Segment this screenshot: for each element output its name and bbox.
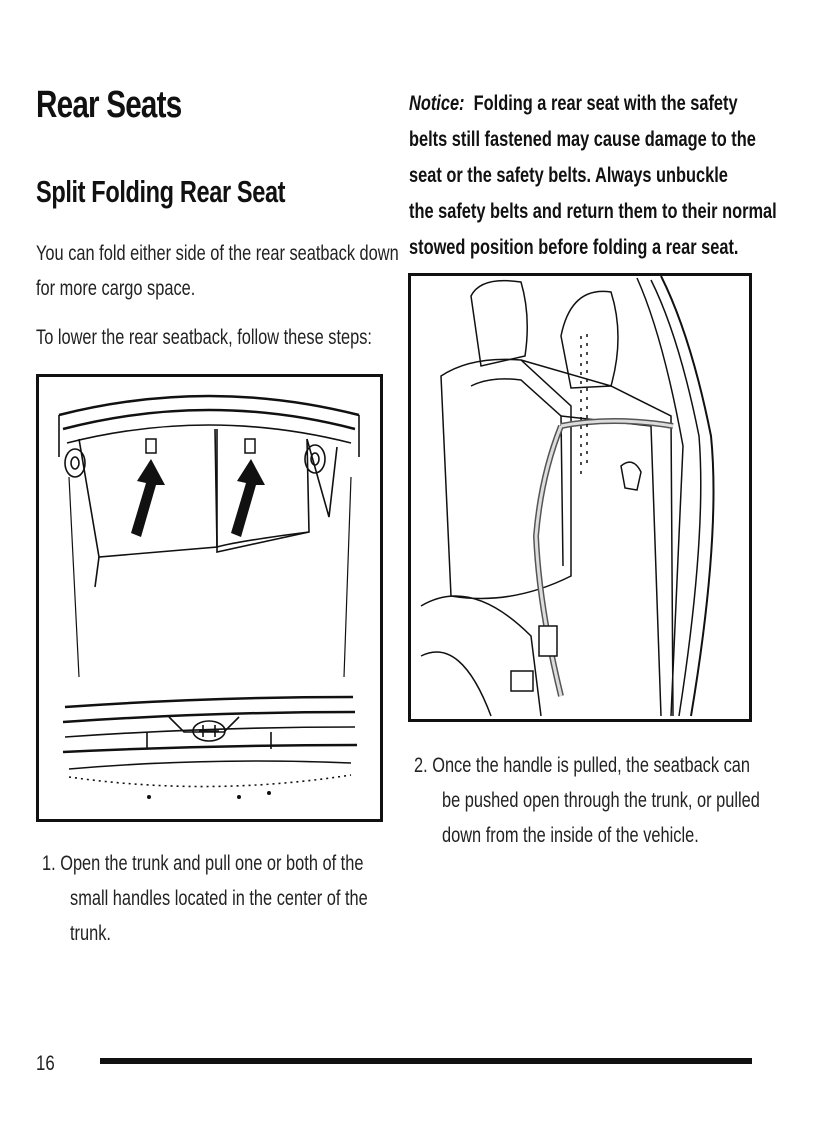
intro-line-3: To lower the rear seatback, follow these steps: [36,326,372,349]
notice-line-2: belts still fastened may cause damage to the [409,128,756,151]
step-1-line-3: trunk. [70,922,111,945]
notice-line-5: stowed position before folding a rear seat. [409,236,739,259]
notice-line-4: the safety belts and return them to their normal [409,200,777,223]
step-1-line-2: small handles located in the center of the [70,887,368,910]
notice-line-1: Notice: Folding a rear seat with the safety [409,92,738,115]
trunk-drawing [39,377,380,819]
notice-block [409,86,816,266]
section-heading: Split Folding Rear Seat [36,174,286,209]
page-number: 16 [36,1052,55,1075]
step-2-line-1: 2. Once the handle is pulled, the seatback can [414,754,751,777]
seatback-illustration [408,273,752,722]
intro-line-1: You can fold either side of the rear seatback down [36,242,399,265]
intro-steps-lead [36,320,467,355]
footer-rule [100,1058,752,1064]
intro-line-2: for more cargo space. [36,277,196,300]
seatback-drawing [411,276,749,719]
step-1 [42,846,454,951]
step-2 [414,748,816,853]
notice-label: Notice: [409,92,465,115]
step-2-line-3: down from the inside of the vehicle. [442,824,699,847]
step-1-line-1: 1. Open the trunk and pull one or both of the [42,852,364,875]
page-heading: Rear Seats [36,84,182,126]
trunk-illustration [36,374,383,822]
notice-line-3: seat or the safety belts. Always unbuckle [409,164,728,187]
step-2-line-2: be pushed open through the trunk, or pulled [442,789,760,812]
